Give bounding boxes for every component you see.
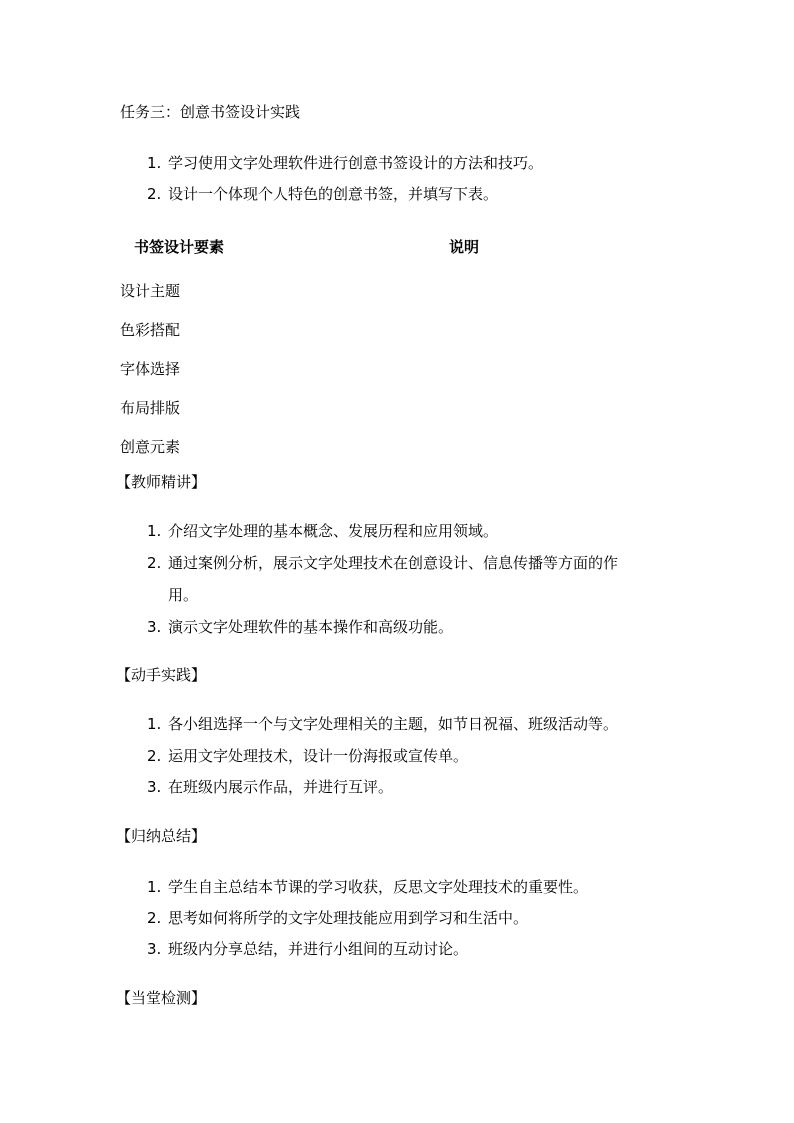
list-item: 在班级内展示作品，并进行互评。: [168, 778, 394, 796]
list-item: 学习使用文字处理软件进行创意书签设计的方法和技巧。: [168, 154, 544, 172]
table-row-label: 字体选择: [120, 360, 181, 378]
table-row-label: 色彩搭配: [120, 321, 181, 339]
list-item: 通过案例分析，展示文字处理技术在创意设计、信息传播等方面的作: [168, 554, 619, 572]
list-item: 学生自主总结本节课的学习收获，反思文字处理技术的重要性。: [168, 878, 589, 896]
list-item: 演示文字处理软件的基本操作和高级功能。: [168, 618, 454, 636]
list-number: 3.: [147, 940, 162, 958]
section-heading-practice: 【动手实践】: [116, 666, 207, 684]
list-item: 各小组选择一个与文字处理相关的主题，如节日祝福、班级活动等。: [168, 715, 619, 733]
list-number: 1.: [147, 522, 162, 540]
section-heading-check: 【当堂检测】: [116, 989, 207, 1007]
list-item: 思考如何将所学的文字处理技能应用到学习和生活中。: [168, 909, 529, 927]
table-header-description: 说明: [449, 238, 480, 256]
table-row-label: 创意元素: [120, 438, 181, 456]
list-item: 设计一个体现个人特色的创意书签，并填写下表。: [168, 185, 499, 203]
table-row-label: 设计主题: [120, 282, 181, 300]
list-item: 班级内分享总结，并进行小组间的互动讨论。: [168, 940, 469, 958]
table-header-element: 书签设计要素: [134, 238, 225, 256]
list-number: 1.: [147, 154, 162, 172]
list-item-continuation: 用。: [168, 586, 199, 604]
list-item: 介绍文字处理的基本概念、发展历程和应用领域。: [168, 522, 499, 540]
list-number: 1.: [147, 878, 162, 896]
list-item: 运用文字处理技术，设计一份海报或宣传单。: [168, 747, 469, 765]
list-number: 2.: [147, 554, 162, 572]
list-number: 2.: [147, 909, 162, 927]
table-row-label: 布局排版: [120, 399, 181, 417]
task-title: 任务三：创意书签设计实践: [120, 103, 301, 121]
list-number: 3.: [147, 778, 162, 796]
list-number: 2.: [147, 747, 162, 765]
list-number: 3.: [147, 618, 162, 636]
section-heading-summary: 【归纳总结】: [116, 827, 207, 845]
section-heading-teacher: 【教师精讲】: [116, 473, 207, 491]
list-number: 1.: [147, 715, 162, 733]
list-number: 2.: [147, 185, 162, 203]
